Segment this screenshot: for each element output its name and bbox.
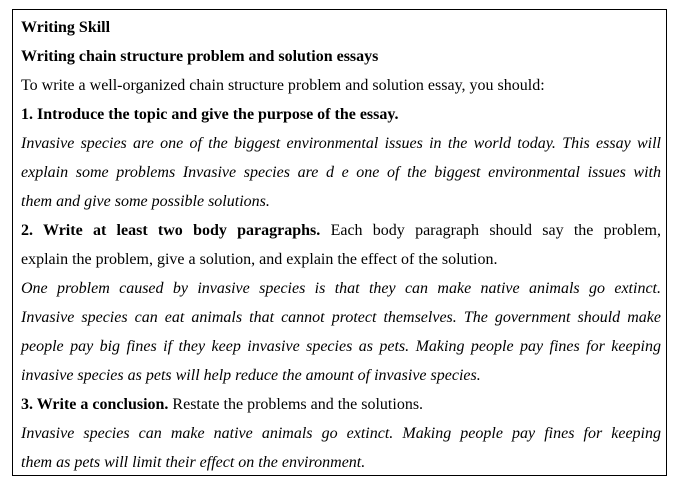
step3-title: 3. Write a conclusion. xyxy=(21,396,169,413)
writing-skill-content xyxy=(21,13,661,477)
subheading: Writing chain structure problem and solution essays xyxy=(21,48,379,65)
step3-example-line: Invasive species can make native animals go extinct. Making people pay fines for keeping xyxy=(21,425,661,442)
step2-title-line xyxy=(21,216,661,245)
step3-desc: Restate the problems and the solutions. xyxy=(172,396,424,413)
step2-example-line: invasive species as pets will help reduce the amount of invasive species. xyxy=(21,367,481,384)
writing-skill-box xyxy=(12,9,667,476)
intro-text: To write a well-organized chain structure problem and solution essay, you should: xyxy=(21,77,545,94)
step1-example-line: explain some problems Invasive species are d e one of the biggest environmental issues with xyxy=(21,164,661,181)
step2-desc-part1: Each body paragraph should say the problem, xyxy=(330,222,662,239)
heading: Writing Skill xyxy=(21,19,111,36)
step3-example-line: them as pets will limit their effect on the environment. xyxy=(21,454,366,471)
step2-desc-part2: explain the problem, give a solution, and explain the effect of the solution. xyxy=(21,251,498,268)
step1-example-line: them and give some possible solutions. xyxy=(21,193,270,210)
step2-example-line: Invasive species can eat animals that cannot protect themselves. The government should make xyxy=(21,309,661,326)
step1-title: 1. Introduce the topic and give the purpose of the essay. xyxy=(21,106,399,123)
step3-title-line xyxy=(21,390,661,419)
step2-title: 2. Write at least two body paragraphs. xyxy=(21,222,321,239)
step1-example-line: Invasive species are one of the biggest environmental issues in the world today. This essay will xyxy=(21,135,661,152)
step2-example-line: people pay big fines if they keep invasive species as pets. Making people pay fines for keeping xyxy=(21,338,661,355)
step2-example-line: One problem caused by invasive species is that they can make native animals go extinct. xyxy=(21,280,661,297)
